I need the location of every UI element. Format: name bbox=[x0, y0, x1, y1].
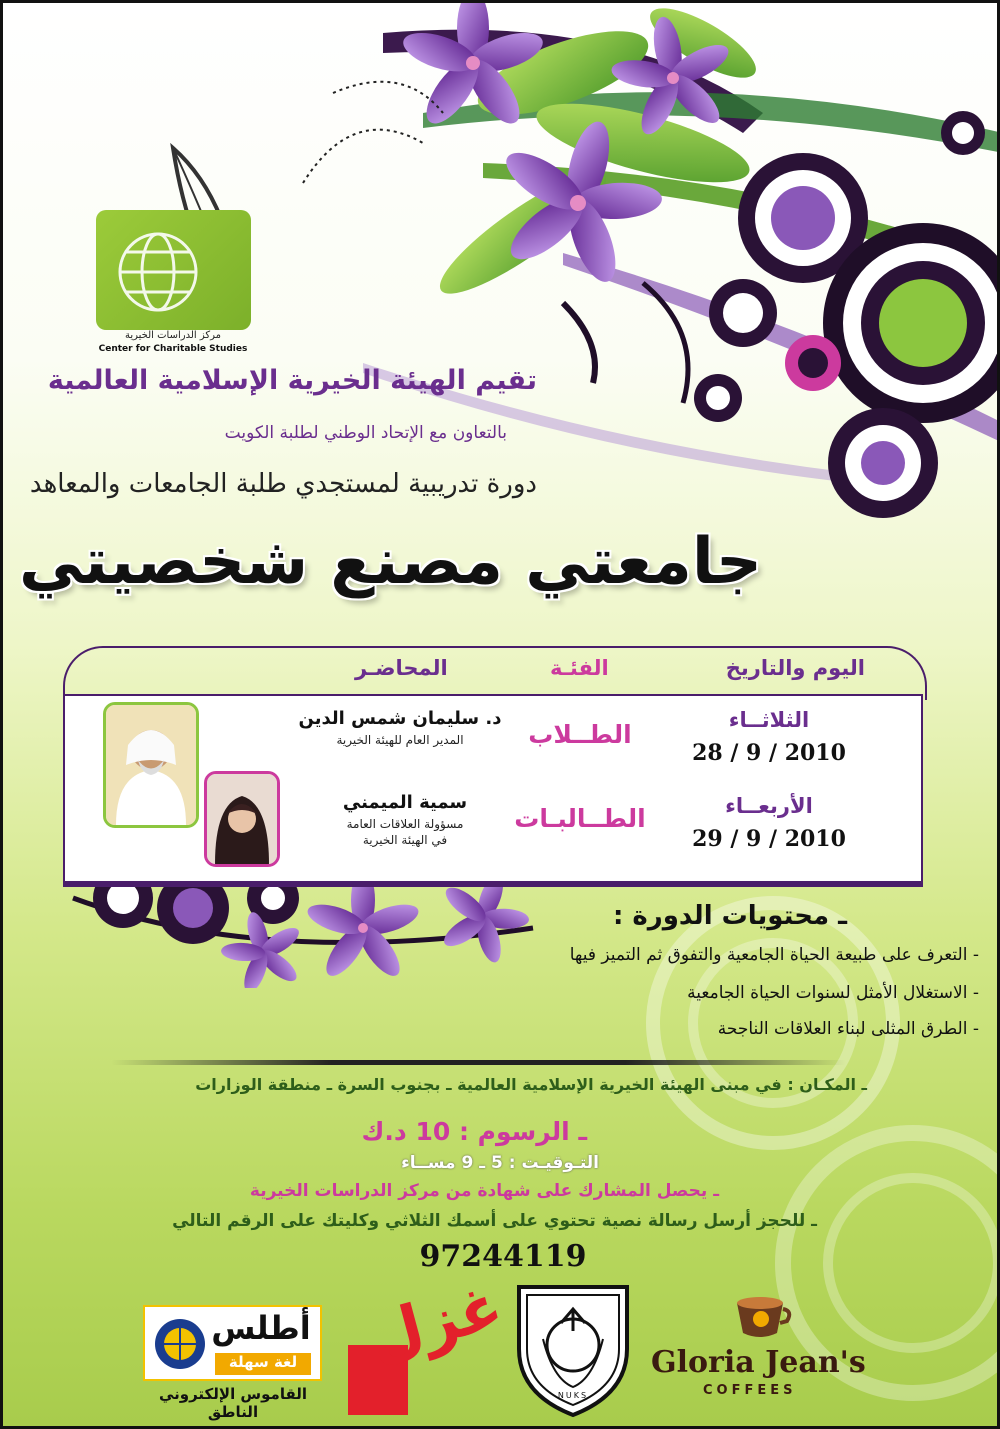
row1-day: الثلاثــاء bbox=[728, 708, 810, 732]
organization-title: تقيم الهيئة الخيرية الإسلامية العالمية bbox=[47, 365, 537, 396]
row2-category: الطــالبـات bbox=[514, 804, 646, 833]
nuks-crest bbox=[513, 1279, 633, 1419]
atlas-tagline: لغة سهلة bbox=[215, 1353, 311, 1375]
row1-category: الطــلاب bbox=[528, 720, 632, 749]
row2-day: الأربعــاء bbox=[725, 794, 813, 818]
schedule-table bbox=[63, 646, 923, 883]
row2-lecturer-name: سمية الميمني bbox=[342, 792, 468, 813]
divider bbox=[111, 1060, 846, 1065]
row1-lecturer-role: المدير العام للهيئة الخيرية bbox=[336, 733, 464, 747]
lecturer-photo-male bbox=[103, 702, 199, 828]
row2-date: 29 / 9 / 2010 bbox=[692, 826, 846, 852]
atlas-caption: القاموس الإلكتروني الناطق bbox=[158, 1385, 308, 1421]
contents-item-2: - الاستغلال الأمثل لسنوات الحياة الجامعية bbox=[687, 983, 979, 1003]
schedule-table-header bbox=[63, 646, 927, 700]
contents-title: ـ محتويات الدورة : bbox=[612, 901, 847, 931]
lecturer-photo-female bbox=[204, 771, 280, 867]
atlas-logo bbox=[143, 1305, 322, 1381]
gloria-jeans-subtitle: COFFEES bbox=[703, 1383, 797, 1398]
certificate-line: ـ يحصل المشارك على شهادة من مركز الدراسات الخيرية bbox=[249, 1181, 719, 1201]
contents-item-3: - الطرق المثلى لبناء العلاقات الناجحة bbox=[717, 1019, 979, 1039]
contents-item-1: - التعرف على طبيعة الحياة الجامعية والتفوق ثم التميز فيها bbox=[569, 945, 979, 965]
charity-center-logo bbox=[96, 210, 251, 330]
row2-lecturer-role-1: مسؤولة العلاقات العامة bbox=[346, 817, 464, 831]
location-line: ـ المكـان : في مبنى الهيئة الخيرية الإسلامية العالمية ـ بجنوب السرة ـ منطقة الوزارات bbox=[195, 1075, 867, 1094]
nuks-text: NUKS bbox=[557, 1391, 589, 1400]
globe-icon bbox=[153, 1317, 207, 1371]
row1-date: 28 / 9 / 2010 bbox=[692, 740, 846, 766]
gloria-jeans-name: Gloria Jean's bbox=[651, 1345, 866, 1380]
ghazal-logo bbox=[348, 1268, 510, 1415]
header-lecturer: المحاضـر bbox=[355, 656, 448, 680]
logo-caption-english: Center for Charitable Studies bbox=[98, 344, 248, 354]
row2-lecturer-role-2: في الهيئة الخيرية bbox=[362, 833, 448, 847]
header-category: الفئـة bbox=[550, 656, 609, 680]
phone-number: 97244119 bbox=[419, 1239, 587, 1274]
coffee-cup-icon bbox=[725, 1287, 795, 1342]
ghazal-text: غزل bbox=[360, 1268, 510, 1375]
course-title: جامعتي مصنع شخصيتي bbox=[19, 525, 762, 599]
header-day-date: اليوم والتاريخ bbox=[725, 656, 865, 680]
schedule-table-body bbox=[63, 694, 923, 887]
course-subtitle: دورة تدريبية لمستجدي طلبة الجامعات والمعاهد bbox=[29, 469, 537, 499]
logo-caption-arabic: مركز الدراسات الخيرية bbox=[125, 330, 221, 341]
row1-lecturer-name: د. سليمان شمس الدين bbox=[298, 708, 502, 729]
timing-line: التـوقيـت : 5 ـ 9 مســاء bbox=[401, 1153, 599, 1173]
cooperation-line: بالتعاون مع الإتحاد الوطني لطلبة الكويت bbox=[224, 423, 507, 443]
atlas-name: أطلس bbox=[211, 1309, 311, 1347]
booking-line: ـ للحجز أرسل رسالة نصية تحتوي على أسمك الثلاثي وكليتك على الرقم التالي bbox=[172, 1211, 817, 1231]
fees-line: ـ الرسوم : 10 د.ك bbox=[361, 1117, 587, 1146]
